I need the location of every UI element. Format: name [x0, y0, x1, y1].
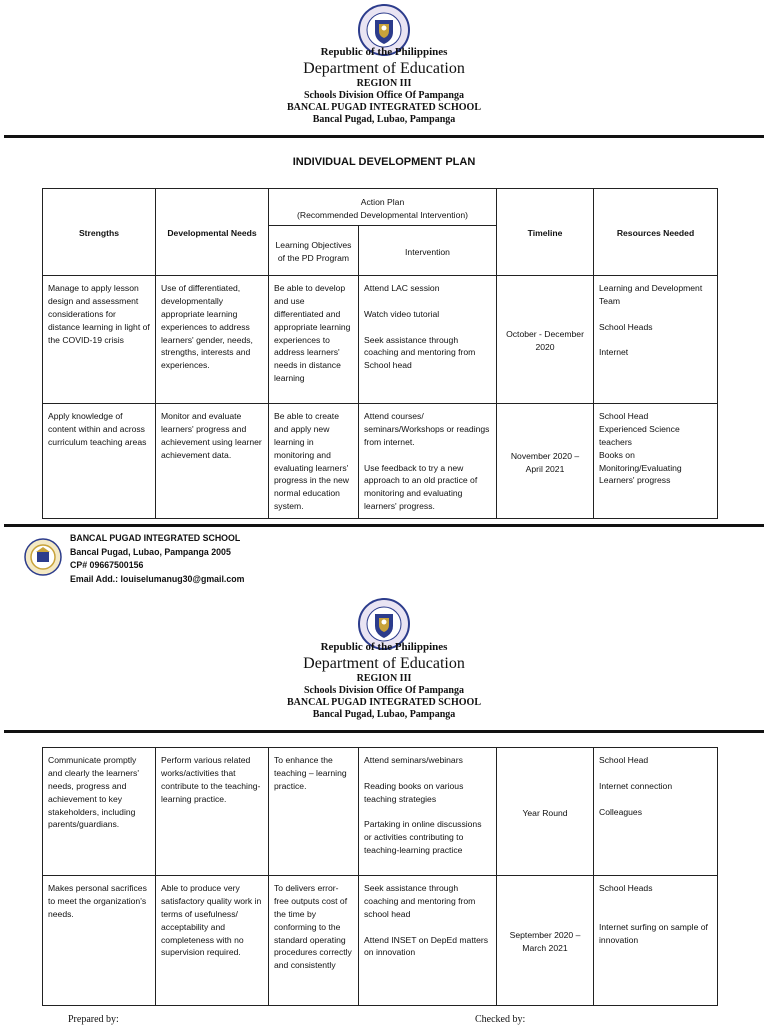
table-row — [43, 404, 718, 519]
footer-contact — [70, 532, 244, 587]
cell-strengths: Communicate promptly and clearly the learners' needs, progress and achievement to key stakeholders, including parents/guardians. — [43, 748, 156, 876]
cell-resources: School Head Experienced Science teachers Books on Monitoring/Evaluating Learners' progress — [594, 404, 718, 519]
cell-objectives: Be able to develop and use differentiated and appropriate learning experiences to address learners' needs in distance learning — [269, 276, 359, 404]
header-divider — [4, 730, 764, 733]
cell-needs: Perform various related works/activities that contribute to the teaching-learning practice. — [156, 748, 269, 876]
department-text: Department of Education — [303, 655, 465, 673]
col-header-resources: Resources Needed — [594, 189, 718, 276]
footer-address: Bancal Pugad, Lubao, Pampanga 2005 — [70, 546, 231, 557]
footer-phone: CP# 09667500156 — [70, 560, 144, 571]
table-row — [43, 276, 718, 404]
cell-needs: Monitor and evaluate learners' progress and achievement using learner achievement data. — [156, 404, 269, 519]
prepared-by-label: Prepared by: — [68, 1014, 119, 1025]
table-row — [43, 876, 718, 1006]
footer-divider — [4, 524, 764, 527]
cell-intervention: Attend LAC session Watch video tutorial Seek assistance through coaching and mentoring from School head — [359, 276, 497, 404]
footer-email: Email Add.: louiselumanug30@gmail.com — [70, 573, 245, 584]
col-header-needs: Developmental Needs — [156, 189, 269, 276]
col-header-strengths: Strengths — [43, 189, 156, 276]
table-row — [43, 748, 718, 876]
cell-strengths: Manage to apply lesson design and assessment considerations for distance learning in light of the COVID-19 crisis — [43, 276, 156, 404]
letterhead-2 — [0, 641, 768, 721]
region-text: REGION III — [356, 78, 412, 90]
division-text: Schools Division Office Of Pampanga — [303, 685, 464, 697]
cell-intervention: Seek assistance through coaching and mentoring from school head Attend INSET on DepEd matters on innovation — [359, 876, 497, 1006]
cell-objectives: To enhance the teaching – learning practice. — [269, 748, 359, 876]
republic-text: Republic of the Philippines — [320, 641, 448, 653]
republic-text: Republic of the Philippines — [320, 46, 448, 58]
cell-needs: Use of differentiated, developmentally appropriate learning experiences to address learners' gender, needs, strengths, interests and experiences. — [156, 276, 269, 404]
cell-intervention: Attend seminars/webinars Reading books on various teaching strategies Partaking in online discussions or activities contributing to teaching-learning practice — [359, 748, 497, 876]
cell-timeline: Year Round — [497, 748, 594, 876]
idp-table-1 — [42, 188, 718, 519]
cell-needs: Able to produce very satisfactory quality work in terms of usefulness/ acceptability and completeness with no supervision required. — [156, 876, 269, 1006]
division-text: Schools Division Office Of Pampanga — [303, 90, 464, 102]
school-seal-logo — [24, 538, 62, 576]
cell-resources: Learning and Development Team School Heads Internet — [594, 276, 718, 404]
school-text: BANCAL PUGAD INTEGRATED SCHOOL — [286, 697, 481, 709]
footer-school: BANCAL PUGAD INTEGRATED SCHOOL — [70, 533, 241, 543]
cell-timeline: October - December 2020 — [497, 276, 594, 404]
cell-resources: School Head Internet connection Colleagues — [594, 748, 718, 876]
col-header-objectives: Learning Objectives of the PD Program — [269, 226, 359, 276]
cell-timeline: November 2020 – April 2021 — [497, 404, 594, 519]
cell-timeline: September 2020 – March 2021 — [497, 876, 594, 1006]
header-divider — [4, 135, 764, 138]
cell-objectives: To delivers error-free outputs cost of the time by conforming to the standard operating procedures correctly and consistently — [269, 876, 359, 1006]
cell-objectives: Be able to create and apply new learning in monitoring and evaluating learners' progress in the new normal education system. — [269, 404, 359, 519]
address-text: Bancal Pugad, Lubao, Pampanga — [312, 709, 456, 721]
cell-strengths: Apply knowledge of content within and across curriculum teaching areas — [43, 404, 156, 519]
col-header-timeline: Timeline — [497, 189, 594, 276]
document-title: INDIVIDUAL DEVELOPMENT PLAN — [292, 156, 476, 168]
school-text: BANCAL PUGAD INTEGRATED SCHOOL — [286, 102, 481, 114]
letterhead-1 — [0, 46, 768, 126]
region-text: REGION III — [356, 673, 412, 685]
col-header-intervention: Intervention — [359, 226, 497, 276]
cell-strengths: Makes personal sacrifices to meet the organization's needs. — [43, 876, 156, 1006]
checked-by-label: Checked by: — [475, 1014, 526, 1025]
department-text: Department of Education — [303, 60, 465, 78]
cell-resources: School Heads Internet surfing on sample of innovation — [594, 876, 718, 1006]
col-header-action-plan: Action Plan (Recommended Developmental Intervention) — [269, 189, 497, 226]
address-text: Bancal Pugad, Lubao, Pampanga — [312, 114, 456, 126]
cell-intervention: Attend courses/ seminars/Workshops or readings from internet. Use feedback to try a new approach to an old practice of monitoring and evaluating learners' progress. — [359, 404, 497, 519]
idp-table-2 — [42, 747, 718, 1006]
